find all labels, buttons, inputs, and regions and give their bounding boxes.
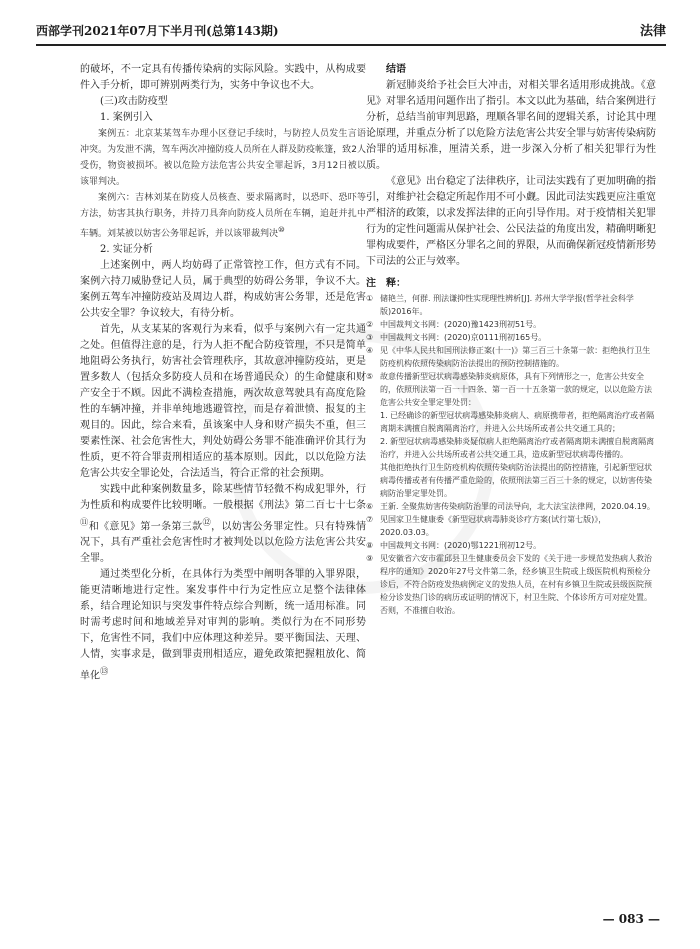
case-six: 案例六：吉林刘某在防疫人员核查、要求隔离时，以恐吓、恐吓等方法，妨害其执行职务，并持刀具奔向防疫人员所在车辆，追赶并扎中车辆。刘某被以妨害公务罪起诉，并以该罪裁判决⑩ xyxy=(80,193,366,239)
note-subitem: 1. 已经确诊的新型冠状病毒感染肺炎病人、病原携带者，拒绝隔离治疗或者隔离期未满擅自脱离隔离治疗，并进入公共场所或者公共交通工具的； xyxy=(380,411,655,433)
section-label: 法律 xyxy=(639,24,666,39)
paragraph: 上述案例中，两人均妨碍了正常管控工作，但方式有不同。案例六持刀威胁登记人员，属于典型的妨碍公务罪，争议不大。案例五驾车冲撞防疫站及周边人群，构成妨害公务罪，还是危害公共安全罪？争议较大，有待分析。 xyxy=(80,260,366,319)
note-item xyxy=(366,513,656,539)
note-number: ② xyxy=(366,320,374,329)
note-item xyxy=(366,500,656,513)
note-number: ⑤ xyxy=(366,372,374,381)
note-number: ⑦ xyxy=(366,515,374,524)
note-number: ① xyxy=(366,294,374,303)
note-text: 中国裁判文书网：(2020)鄂1221刑初12号。 xyxy=(380,541,542,550)
notes-list xyxy=(366,292,656,617)
note-ref: ⑩ xyxy=(278,225,285,234)
right-column xyxy=(366,62,656,617)
paragraph: 通过类型化分析，在具体行为类型中阐明各罪的入罪界限，能更清晰地进行定性。案发事件中行为定性应立足整个法律体系，结合理论知识与突发事件特点综合判断，统一适用标准。同时需考虑时间和地域差异对审判的影响。类似行为在不同形势下，危害性不同，我们中应体理这种差异。要平衡国法、天理、人情，实事求是，做到罪责刑相适应，避免政策把握粗放化、简单化⑬ xyxy=(80,569,366,682)
page-header xyxy=(36,14,666,46)
note-item xyxy=(366,318,656,331)
note-item xyxy=(366,370,656,500)
note-text: 故意传播新型冠状病毒感染肺炎病原体，具有下列情形之一，危害公共安全的，依照刑法第一百一十四条、第一百一十五条第一款的规定，以以危险方法危害公共安全罪定罪处罚： xyxy=(380,372,652,407)
note-item xyxy=(366,552,656,617)
subsection-heading: 2. 实证分析 xyxy=(100,244,153,255)
paragraph: 实践中此种案例数量多，除某些情节轻微不构成犯罪外，行为性质和构成要件比较明晰。一般根据《刑法》第二百七十七条⑪和《意见》第一条第三款⑫，以妨害公务罪定性。只有特殊情况下，具有严重社会危害性时才被判处以以危险方法危害公共安全罪。 xyxy=(80,484,367,565)
notes-heading: 注 释： xyxy=(366,278,406,289)
note-item xyxy=(366,344,656,370)
note-number: ④ xyxy=(366,346,374,355)
note-text: 王新. 全聚焦妨害传染病防治罪的司法导向，北大法宝法律网，2020.04.19。 xyxy=(380,502,655,511)
section-heading: (三)攻击防疫型 xyxy=(100,96,168,107)
note-ref: ⑫ xyxy=(202,517,212,527)
paragraph: 的破坏，不一定具有传播传染病的实际风险。实践中，从构成要件入手分析，即可辨别两类行为，实务中争议也不大。 xyxy=(80,64,366,91)
note-subitem: 其他拒绝执行卫生防疫机构依照传染病防治法提出的防控措施，引起新型冠状病毒传播或者有传播严重危险的，依照刑法第三百三十条的规定，以妨害传染病防治罪定罪处罚。 xyxy=(380,463,652,498)
left-column xyxy=(80,62,366,685)
note-item xyxy=(366,539,656,552)
note-text: 见安徽省六安市霍邱县卫生健康委员会下发的《关于进一步规范发热病人救治程序的通知》2020年27号文件第二条，经乡镇卫生院或上级医院机构预检分诊后，不符合防疫发热病例定义的发热人员，在村有乡镇卫生院或县级医院预检分诊发热门诊的病历或证明的情况下，村卫生院、个体诊所方可对症处置。否则，不准擅自收治。 xyxy=(380,554,652,615)
note-item xyxy=(366,292,656,318)
case-five: 案例五：北京某某驾车办理小区登记手续时，与防控人员发生言语冲突。为发泄不满，驾车两次冲撞防疫人员所在人群及防疫帐篷，致2人受伤，物资被损坏。被以危险方法危害公共安全罪起诉，3月12日被以该罪判决。 xyxy=(80,129,366,187)
note-text: 见国家卫生健康委《新型冠状病毒肺炎诊疗方案(试行第七版)》，2020.03.03。 xyxy=(380,515,607,537)
conclusion-heading: 结语 xyxy=(386,64,406,75)
journal-title: 西部学刊2021年07月下半月刊(总第143期) xyxy=(36,24,279,38)
page-number: — 083 — xyxy=(602,912,660,926)
paragraph: 《意见》出台稳定了法律秩序，让司法实践有了更加明确的指引，对维护社会稳定所起作用不可小觑。因此司法实践更应注重宽严相济的政策，以求发挥法律的正向引导作用。对于疫情相关犯罪行为的定性问题需从保护社会、公民法益的角度出发，精确明晰犯罪构成要件，严格区分罪名之间的界限，从而确保新冠疫情新形势下司法的公正与效率。 xyxy=(366,176,656,267)
header-rule xyxy=(36,44,666,46)
note-ref: ⑬ xyxy=(100,666,109,677)
note-subitem: 2. 新型冠状病毒感染肺炎疑似病人拒绝隔离治疗或者隔离期未满擅自脱离隔离治疗，并进入公共场所或者公共交通工具，造成新型冠状病毒传播的。 xyxy=(380,437,655,459)
paragraph: 新冠肺炎给予社会巨大冲击，对相关罪名适用形成挑战。《意见》对罪名适用问题作出了指引。本文以此为基础，结合案例进行分析，总结当前审判思路，理顺各罪名间的逻辑关系，讨论其中理论原理，并重点分析了以危险方法危害公共安全罪与妨害传染病防治罪的适用标准，厘清关系，进一步深入分析了相关犯罪行为性质。 xyxy=(366,80,656,171)
note-text: 中国裁判文书网：(2020)豫1423刑初51号。 xyxy=(380,320,542,329)
note-number: ⑨ xyxy=(366,554,374,563)
note-text: 储艳兰，何群. 刑法谦抑性实现理性辨析[J]. 苏州大学学报(哲学社会科学版)2016年。 xyxy=(380,294,634,316)
subsection-heading: 1. 案例引入 xyxy=(100,112,153,123)
note-number: ⑥ xyxy=(366,502,374,511)
note-item xyxy=(366,331,656,344)
note-number: ⑧ xyxy=(366,541,374,550)
note-text: 中国裁判文书网：(2020)京0111刑初165号。 xyxy=(380,333,547,342)
note-ref: ⑪ xyxy=(80,517,89,527)
note-number: ③ xyxy=(366,333,374,342)
paragraph: 首先，从支某某的客观行为来看，似乎与案例六有一定共通之处。但值得注意的是，行为人拒不配合防疫管理，不只是简单地阻碍公务执行，妨害社会管理秩序，其故意冲撞防疫站，更是置多数人（包括众多防疫人员和在场普通民众）的生命健康和财产安全于不顾。因此不满检查措施，两次故意驾驶具有高度危险性的车辆冲撞，并非单纯地逃避管控，而是存着泄愤、报复的主观目的。因此，综合来看，虽该案中人身和财产损失不重，但三要素性深、社会危害性大，判处妨碍公务罪不能准确评价其行为性质，更不符合罪责刑相适应的基本原则。因此，以以危险方法危害公共安全罪论处，合法适当，符合正常的社会预期。 xyxy=(80,324,366,479)
note-text: 见《中华人民共和国刑法修正案(十一)》第三百三十条第一款：拒绝执行卫生防疫机构依照传染病防治法提出的预防控制措施的。 xyxy=(380,346,651,368)
